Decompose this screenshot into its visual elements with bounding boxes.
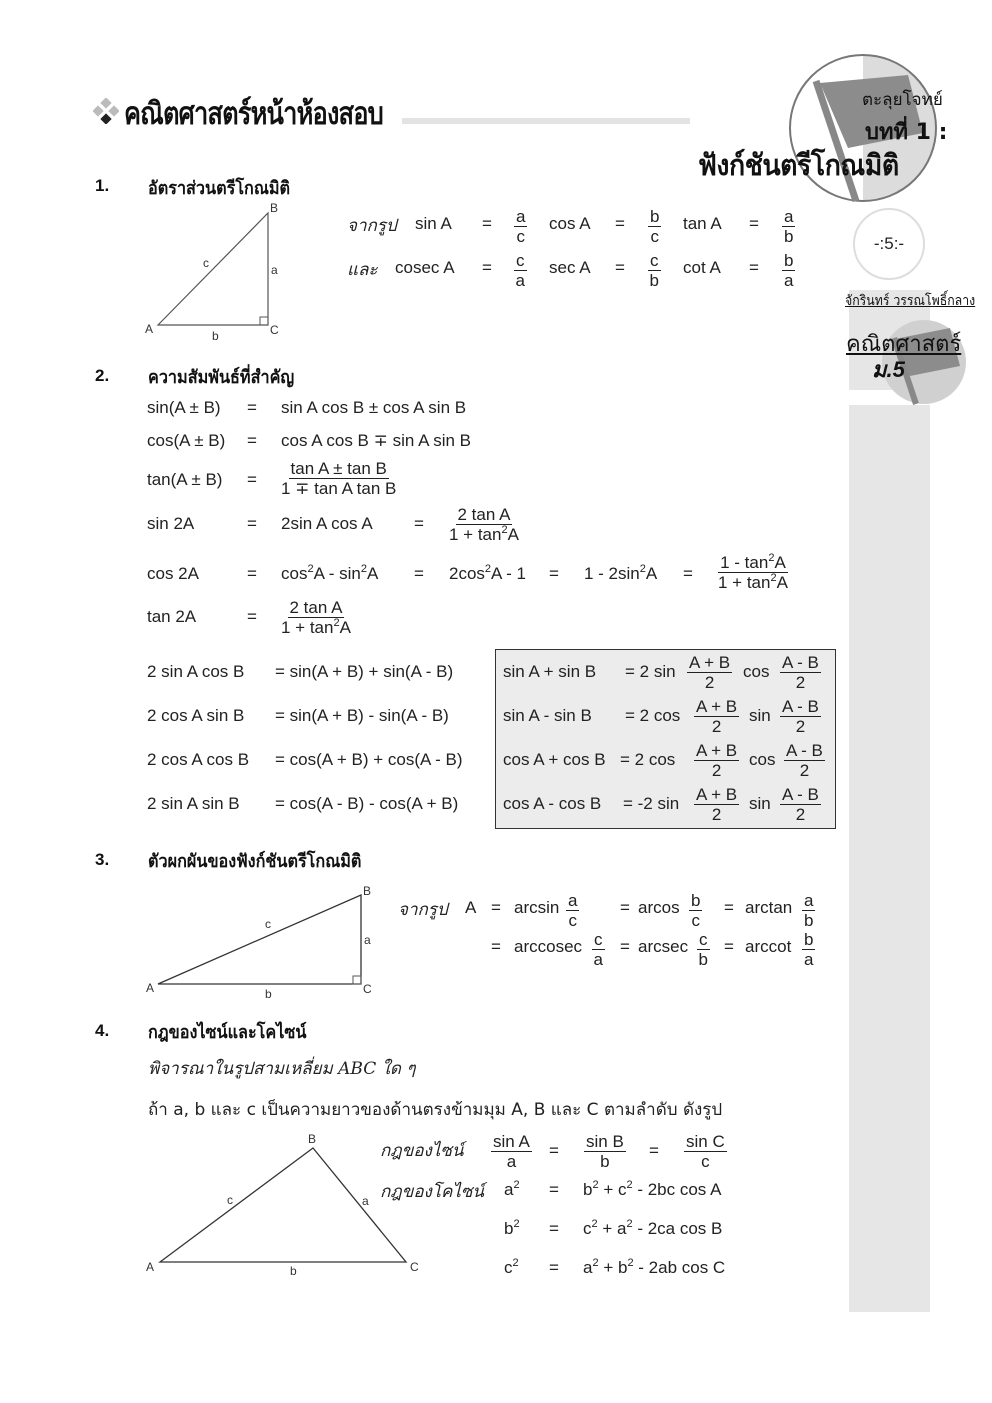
inverse-fn: arcsec [638,937,689,956]
denominator: b [804,911,814,930]
section-title: ความสัมพันธ์ที่สำคัญ [148,367,295,388]
vertex-b: B [270,201,279,215]
half-diff-fraction [780,786,821,823]
sum-to-product-lhs: cos A - cos B [503,794,602,813]
cosine-law-rhs: $a^2 + b^2 - 2ab$ cos C [583,1257,726,1277]
half-sum-fraction [694,742,739,779]
inverse-fn: arccot [745,937,792,956]
page-number-badge [853,208,925,280]
equals-sign: = [414,564,424,583]
equals-sign: = [749,214,759,233]
vertex-a: A [146,981,155,995]
numerator: A + B [696,697,738,716]
numerator: a [804,891,814,910]
inverse-fn: arcos [638,898,680,917]
denominator: c [516,227,525,246]
section-title: อัตราส่วนตรีโกณมิติ [148,178,291,199]
numerator: A - B [786,741,823,760]
equals-sign: = [414,514,424,533]
equals-sign: = [749,258,759,277]
equals-sign: = [247,607,257,626]
numerator: c [650,251,659,270]
identity-mid: 2sin A cos A [281,514,373,533]
numerator: $1 - \tan^2A$ [720,552,786,572]
sum-to-product-mid: cos [749,750,776,769]
side-a: a [271,263,278,277]
equals-sign: = [247,514,257,533]
denominator: c [650,227,659,246]
cosine-law-lhs: $c^2$ [504,1257,519,1277]
identity-rhs: cos A cos B ∓ sin A sin B [281,431,472,450]
denominator: 2 [711,717,722,736]
vertex-b: B [363,884,372,898]
tan-sum-fraction [281,460,396,497]
tan2a-fraction [281,599,351,636]
inverse-fraction [566,892,579,929]
triangle-shape [158,213,268,325]
numerator: b [650,207,660,226]
section-number: 2. [95,366,110,385]
numerator: a [516,207,526,226]
numerator: sin A [493,1132,530,1151]
inverse-fraction [592,931,605,968]
right-angle-mark [260,317,268,325]
vertex-b: B [308,1132,317,1146]
identity-form: $\cos^2A - \sin^2A$ [281,563,379,583]
ratio-fraction [648,208,661,245]
ratio-fraction [782,208,795,245]
numerator: a [784,207,794,226]
section-title: กฎของไซน์และโคไซน์ [148,1022,307,1043]
subject-label: คณิตศาสตร์ [846,332,962,357]
sine-law-label: กฎของไซน์ [380,1141,464,1161]
ratio-lhs: sec A [549,258,591,277]
product-to-sum-lhs: 2 cos A sin B [147,706,245,725]
sum-to-product-coef: = 2 cos [620,750,676,769]
ratio-lhs: cos A [549,214,591,233]
definition-text: ถ้า a, b และ c เป็นความยาวของด้านตรงข้ามมุม A, B และ C ตามลำดับ ดังรูป [148,1100,723,1120]
numerator: 2 tan A [289,598,343,617]
equals-sign: = [615,258,625,277]
half-sum-fraction [687,654,732,691]
numerator: sin C [686,1132,725,1151]
cos2a-fraction [718,554,788,591]
inverse-fn: arctan [745,898,793,917]
sine-law-fraction [684,1133,727,1170]
ratio-fraction [514,208,527,245]
sum-to-product-mid: cos [743,662,770,681]
product-to-sum-lhs: 2 sin A sin B [147,794,240,813]
half-sum-fraction [694,698,739,735]
equals-sign: = [482,214,492,233]
sum-to-product-lhs: sin A - sin B [503,706,592,725]
inverse-var: A [465,898,477,917]
sum-to-product-mid: sin [749,794,771,813]
denominator: $1 + \tan^2A$ [449,524,519,544]
from-figure-label: จากรูป [347,216,397,236]
denominator: 2 [711,805,722,824]
page-number: -:5:- [873,234,905,253]
equals-sign: = [247,564,257,583]
header-rule [402,118,690,124]
side-b: b [265,987,272,1001]
cosine-law-rhs: $b^2 + c^2 - 2bc$ cos A [583,1179,722,1199]
sum-to-product-coef: = -2 sin [623,794,680,813]
author-name: จักรินทร์ วรรณโพธิ์กลาง [845,293,976,309]
ratio-fraction [648,252,661,289]
side-a: a [362,1194,369,1208]
denominator: 1 ∓ tan A tan B [281,479,397,498]
triangle-shape [160,1148,406,1262]
section-title: ตัวผกผันของฟังก์ชันตรีโกณมิติ [148,851,362,872]
numerator: A + B [689,653,731,672]
identity-lhs: cos(A ± B) [147,431,226,450]
denominator: c [701,1152,710,1171]
denominator: a [804,950,814,969]
numerator: a [568,891,578,910]
vertex-c: C [270,323,279,337]
denominator: $1 + \tan^2A$ [718,572,788,592]
right-triangle-diagram-2 [140,880,390,1005]
numerator: c [594,930,603,949]
numerator: 2 tan A [457,505,511,524]
vertex-a: A [146,1260,155,1274]
numerator: A - B [782,785,819,804]
ratio-lhs: tan A [683,214,722,233]
equals-sign: = [247,470,257,489]
section-number: 3. [95,850,110,869]
cosine-law-label: กฎของโคไซน์ [380,1182,485,1202]
right-triangle-diagram [140,200,290,345]
cosine-law-rhs: $c^2 + a^2 - 2ca$ cos B [583,1218,723,1238]
equals-sign: = [549,1258,559,1277]
vertex-c: C [410,1260,419,1274]
side-c: c [265,917,271,931]
equals-sign: = [491,898,501,917]
side-b: b [290,1264,297,1278]
cosine-law-lhs: $a^2$ [504,1179,520,1199]
numerator: A - B [782,697,819,716]
and-label: และ [347,260,378,280]
sum-to-product-lhs: cos A + cos B [503,750,606,769]
equals-sign: = [247,431,257,450]
product-to-sum-lhs: 2 cos A cos B [147,750,250,769]
numerator: A + B [696,785,738,804]
ratio-lhs: cosec A [395,258,455,277]
denominator: c [691,911,700,930]
half-sum-fraction [694,786,739,823]
identity-lhs: sin(A ± B) [147,398,221,417]
page-header-title: คณิตศาสตร์หน้าห้องสอบ [124,96,384,132]
side-b: b [212,329,219,343]
identity-lhs: cos 2A [147,564,199,583]
denominator: 2 [704,673,715,692]
section-number: 4. [95,1021,110,1040]
identity-lhs: tan 2A [147,607,197,626]
identity-lhs: tan(A ± B) [147,470,223,489]
identity-rhs: sin A cos B ± cos A sin B [281,398,467,417]
numerator: A - B [782,653,819,672]
equals-sign: = [649,1141,659,1160]
equals-sign: = [683,564,693,583]
cosine-law-lhs: $b^2$ [504,1218,520,1238]
sum-to-product-coef: = 2 cos [625,706,681,725]
denominator: 2 [795,717,806,736]
equals-sign: = [549,1141,559,1160]
equals-sign: = [724,898,734,917]
half-diff-fraction [780,654,821,691]
grade-label: ม.5 [872,357,905,382]
sum-to-product-coef: = 2 sin [625,662,676,681]
equals-sign: = [491,937,501,956]
equals-sign: = [247,398,257,417]
side-a: a [364,933,371,947]
product-to-sum-rhs: = sin(A + B) + sin(A - B) [275,662,454,681]
equals-sign: = [549,1219,559,1238]
product-to-sum-rhs: = cos(A + B) + cos(A - B) [275,750,463,769]
denominator: a [506,1152,517,1171]
triangle-shape [158,895,361,984]
product-to-sum-rhs: = sin(A + B) - sin(A - B) [275,706,449,725]
from-figure-label: จากรูป [398,900,448,920]
sine-law-fraction [491,1133,532,1170]
side-c: c [203,256,209,270]
vertex-a: A [145,322,154,336]
half-diff-fraction [780,698,821,735]
ratio-fraction [782,252,795,289]
denominator: b [649,271,659,290]
ratio-fraction [514,252,527,289]
denominator: b [600,1152,610,1171]
numerator: c [516,251,525,270]
sum-to-product-lhs: sin A + sin B [503,662,597,681]
denominator: b [784,227,794,246]
denominator: a [515,271,525,290]
denominator: b [698,950,708,969]
consider-text: พิจารณาในรูปสามเหลี่ยม ABC ใด ๆ [148,1059,416,1079]
denominator: 2 [711,761,722,780]
sin2a-fraction [449,506,519,543]
equals-sign: = [482,258,492,277]
denominator: c [568,911,577,930]
chapter-subtitle: ตะลุยโจทย์ [862,90,943,110]
numerator: c [699,930,708,949]
denominator: 2 [799,761,810,780]
equals-sign: = [724,937,734,956]
right-angle-mark [353,976,361,984]
inverse-fraction [697,931,710,968]
inverse-fn: arcsin [514,898,560,917]
denominator: $1 + \tan^2A$ [281,617,351,637]
denominator: a [784,271,794,290]
denominator: 2 [795,673,806,692]
chapter-title: ฟังก์ชันตรีโกณมิติ [698,148,899,182]
product-to-sum-rhs: = cos(A - B) - cos(A + B) [275,794,459,813]
equals-sign: = [549,1180,559,1199]
ratio-lhs: sin A [415,214,452,233]
product-to-sum-lhs: 2 sin A cos B [147,662,245,681]
ratio-lhs: cot A [683,258,721,277]
equals-sign: = [620,937,630,956]
numerator: b [691,891,701,910]
denominator: 2 [795,805,806,824]
inverse-fraction [802,931,815,968]
vertex-c: C [363,982,372,996]
side-c: c [227,1193,233,1207]
inverse-fraction [689,892,702,929]
inverse-fn: arccosec [514,937,583,956]
equals-sign: = [620,898,630,917]
equals-sign: = [615,214,625,233]
identity-form: $1 - 2\sin^2A$ [584,563,658,583]
equals-sign: = [549,564,559,583]
half-diff-fraction [784,742,825,779]
chapter-number: บทที่ 1 : [865,120,948,145]
diamond-cluster-icon [93,98,119,129]
numerator: tan A ± tan B [290,459,387,478]
denominator: a [593,950,603,969]
sidebar-strip [849,405,930,1312]
numerator: b [784,251,794,270]
identity-lhs: sin 2A [147,514,195,533]
numerator: A + B [696,741,738,760]
numerator: sin B [586,1132,624,1151]
section-number: 1. [95,176,110,195]
identity-form: $2\cos^2A - 1$ [449,563,527,583]
inverse-fraction [802,892,815,929]
sum-to-product-mid: sin [749,706,771,725]
numerator: b [804,930,814,949]
sine-law-fraction [584,1133,626,1170]
